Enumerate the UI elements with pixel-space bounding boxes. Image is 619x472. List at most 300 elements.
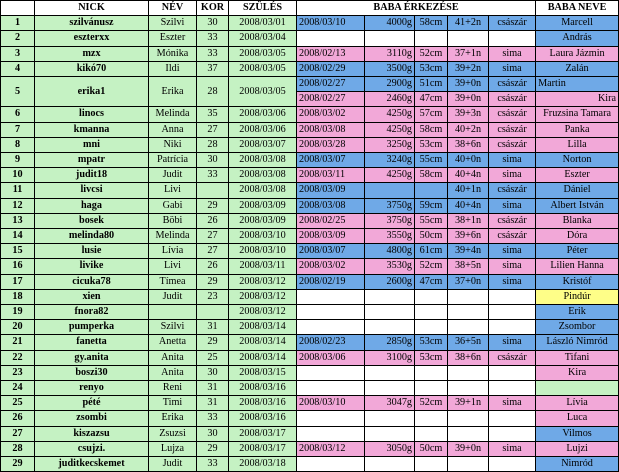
birth-length-cell: 50cm [415,441,448,456]
nick-cell: xien [35,289,149,304]
baby-name-cell: Kristóf [536,274,619,289]
age-cell: 30 [197,16,229,31]
name-cell: Mónika [149,46,197,61]
gestation-cell: 39+0n [448,77,489,92]
table-row [1,46,619,61]
delivery-method-cell [489,411,536,426]
gestation-cell: 39+3n [448,107,489,122]
gestation-cell: 39+0n [448,92,489,107]
row-number-cell: 22 [1,350,35,365]
birth-date-cell [297,31,365,46]
name-cell: Anna [149,122,197,137]
due-date-cell: 2008/03/17 [229,441,297,456]
delivery-method-cell [489,365,536,380]
nick-cell: kmanna [35,122,149,137]
name-cell: Erika [149,77,197,107]
header-baba-neve: BABA NEVE [536,1,619,16]
baby-name-cell: László Nimród [536,335,619,350]
due-date-cell: 2008/03/17 [229,426,297,441]
table-row [1,137,619,152]
nick-cell: livcsi [35,183,149,198]
gestation-cell [448,457,489,472]
row-number-cell: 29 [1,457,35,472]
baby-name-cell: Lilla [536,137,619,152]
name-cell: Livi [149,183,197,198]
table-header [1,1,619,16]
name-cell: Lujza [149,441,197,456]
age-cell: 29 [197,198,229,213]
gestation-cell [448,305,489,320]
birth-weight-cell [365,183,415,198]
baby-name-cell: Luca [536,411,619,426]
birth-date-cell: 2008/03/28 [297,137,365,152]
birth-weight-cell: 4000g [365,16,415,31]
birth-length-cell: 53cm [415,350,448,365]
baby-name-cell: Dániel [536,183,619,198]
due-date-cell: 2008/03/12 [229,274,297,289]
table-row [1,229,619,244]
birth-length-cell: 58cm [415,122,448,137]
row-number-cell: 17 [1,274,35,289]
row-number-cell: 5 [1,77,35,107]
age-cell: 31 [197,396,229,411]
header-nick: NICK [35,1,149,16]
birth-length-cell: 58cm [415,16,448,31]
age-cell: 31 [197,381,229,396]
age-cell: 35 [197,107,229,122]
name-cell: Anita [149,365,197,380]
birth-date-cell: 2008/03/02 [297,259,365,274]
row-number-cell: 27 [1,426,35,441]
birth-length-cell: 53cm [415,335,448,350]
row-number-cell: 9 [1,153,35,168]
due-date-cell: 2008/03/16 [229,396,297,411]
table-row [1,411,619,426]
name-cell: Judit [149,457,197,472]
table-row [1,61,619,76]
birth-length-cell [415,320,448,335]
row-number-cell: 7 [1,122,35,137]
header-baba-erkezese: BABA ÉRKEZÉSE [297,1,536,16]
table-body [1,16,619,472]
gestation-cell: 41+2n [448,16,489,31]
birth-weight-cell [365,365,415,380]
birth-weight-cell: 4250g [365,107,415,122]
birth-date-cell: 2008/02/23 [297,335,365,350]
birth-length-cell: 55cm [415,213,448,228]
gestation-cell [448,381,489,396]
baby-name-cell: Nimród [536,457,619,472]
name-cell: Melinda [149,107,197,122]
birth-date-cell [297,305,365,320]
row-number-cell: 4 [1,61,35,76]
birth-date-cell: 2008/03/09 [297,229,365,244]
birth-weight-cell: 3500g [365,61,415,76]
nick-cell: juditkecskemet [35,457,149,472]
name-cell: Anetta [149,335,197,350]
nick-cell: haga [35,198,149,213]
birth-weight-cell [365,305,415,320]
table-row [1,396,619,411]
table-row [1,168,619,183]
age-cell [197,305,229,320]
birth-weight-cell: 3110g [365,46,415,61]
name-cell: Niki [149,137,197,152]
due-date-cell: 2008/03/15 [229,365,297,380]
gestation-cell [448,365,489,380]
nick-cell: livike [35,259,149,274]
gestation-cell: 38+6n [448,350,489,365]
baby-name-cell: Dóra [536,229,619,244]
row-number-cell: 16 [1,259,35,274]
table-row [1,305,619,320]
delivery-method-cell: császár [489,213,536,228]
name-cell: Eszter [149,31,197,46]
delivery-method-cell: császár [489,16,536,31]
delivery-method-cell: császár [489,107,536,122]
birth-weight-cell: 4250g [365,122,415,137]
baby-name-cell: Pindúr [536,289,619,304]
birth-weight-cell [365,320,415,335]
name-cell [149,305,197,320]
birth-length-cell: 57cm [415,107,448,122]
delivery-method-cell: sima [489,198,536,213]
birth-weight-cell: 3100g [365,350,415,365]
table-row [1,441,619,456]
table-row [1,198,619,213]
table-row [1,153,619,168]
due-date-cell: 2008/03/14 [229,320,297,335]
row-number-cell: 3 [1,46,35,61]
header-nev: NÉV [149,1,197,16]
baby-name-cell: Albert István [536,198,619,213]
birth-length-cell: 59cm [415,198,448,213]
age-cell: 27 [197,229,229,244]
birth-date-cell: 2008/03/10 [297,396,365,411]
name-cell: Zsuzsi [149,426,197,441]
due-date-cell: 2008/03/05 [229,77,297,107]
nick-cell: eszterxx [35,31,149,46]
age-cell: 27 [197,244,229,259]
table-row [1,426,619,441]
row-number-cell: 12 [1,198,35,213]
name-cell: Melinda [149,229,197,244]
row-number-cell: 13 [1,213,35,228]
row-number-cell: 24 [1,381,35,396]
birth-weight-cell [365,426,415,441]
delivery-method-cell: sima [489,441,536,456]
row-number-cell: 11 [1,183,35,198]
birth-date-cell [297,320,365,335]
due-date-cell: 2008/03/05 [229,61,297,76]
gestation-cell [448,31,489,46]
row-number-cell: 19 [1,305,35,320]
delivery-method-cell [489,457,536,472]
table-row [1,244,619,259]
birth-length-cell [415,411,448,426]
nick-cell: fnora82 [35,305,149,320]
gestation-cell [448,289,489,304]
header-szules: SZÜLÉS [229,1,297,16]
name-cell: Patrícia [149,153,197,168]
name-cell: Ildi [149,61,197,76]
baby-name-cell: Marcell [536,16,619,31]
birth-weight-cell: 2600g [365,274,415,289]
birth-length-cell [415,381,448,396]
baby-name-cell: Panka [536,122,619,137]
due-date-cell: 2008/03/10 [229,244,297,259]
due-date-cell: 2008/03/08 [229,183,297,198]
due-date-cell: 2008/03/08 [229,168,297,183]
baby-name-cell: Lilien Hanna [536,259,619,274]
age-cell: 33 [197,31,229,46]
nick-cell: mni [35,137,149,152]
delivery-method-cell: császár [489,77,536,92]
name-cell: Szilvi [149,16,197,31]
nick-cell: mzx [35,46,149,61]
due-date-cell: 2008/03/11 [229,259,297,274]
age-cell: 29 [197,335,229,350]
table-row [1,183,619,198]
name-cell: Timi [149,396,197,411]
age-cell: 25 [197,350,229,365]
baby-name-cell: Fruzsina Tamara [536,107,619,122]
table-row [1,365,619,380]
gestation-cell: 40+4n [448,198,489,213]
table-row [1,457,619,472]
gestation-cell: 39+2n [448,61,489,76]
gestation-cell: 39+1n [448,396,489,411]
age-cell: 33 [197,411,229,426]
nick-cell: bosek [35,213,149,228]
delivery-method-cell [489,31,536,46]
baby-name-cell: Zalán [536,61,619,76]
birth-weight-cell: 3050g [365,441,415,456]
baby-name-cell [536,381,619,396]
birth-date-cell [297,289,365,304]
gestation-cell: 40+1n [448,183,489,198]
gestation-cell: 39+6n [448,229,489,244]
birth-date-cell: 2008/03/11 [297,168,365,183]
row-number-cell: 28 [1,441,35,456]
birth-length-cell: 53cm [415,137,448,152]
gestation-cell: 39+0n [448,441,489,456]
baby-name-cell: Blanka [536,213,619,228]
baby-name-cell: Eszter [536,168,619,183]
birth-date-cell [297,411,365,426]
birth-length-cell: 47cm [415,274,448,289]
gestation-cell: 40+0n [448,153,489,168]
birth-length-cell: 53cm [415,61,448,76]
row-number-cell: 15 [1,244,35,259]
birth-date-cell: 2008/03/09 [297,183,365,198]
baby-name-cell: Laura Jázmin [536,46,619,61]
baby-name-cell: Erik [536,305,619,320]
birth-date-cell: 2008/02/29 [297,61,365,76]
age-cell [197,183,229,198]
name-cell: Erika [149,411,197,426]
header-kor: KOR [197,1,229,16]
birth-weight-cell: 2850g [365,335,415,350]
baby-name-cell: Zsombor [536,320,619,335]
nick-cell: linocs [35,107,149,122]
baby-name-cell: Kira [536,92,619,107]
baby-name-cell: Lívia [536,396,619,411]
gestation-cell [448,320,489,335]
delivery-method-cell: sima [489,335,536,350]
birth-weight-cell [365,31,415,46]
birth-date-cell: 2008/02/13 [297,46,365,61]
table-row [1,31,619,46]
birth-date-cell: 2008/03/07 [297,244,365,259]
delivery-method-cell: sima [489,61,536,76]
table-row [1,213,619,228]
nick-cell: pété [35,396,149,411]
due-date-cell: 2008/03/14 [229,350,297,365]
delivery-method-cell [489,289,536,304]
row-number-cell: 21 [1,335,35,350]
birth-weight-cell [365,289,415,304]
age-cell: 29 [197,441,229,456]
birth-date-cell: 2008/02/19 [297,274,365,289]
row-number-cell: 18 [1,289,35,304]
name-cell: Böbi [149,213,197,228]
due-date-cell: 2008/03/04 [229,31,297,46]
birth-weight-cell: 2900g [365,77,415,92]
row-number-cell: 20 [1,320,35,335]
nick-cell: mpatr [35,153,149,168]
delivery-method-cell [489,426,536,441]
birth-weight-cell: 4800g [365,244,415,259]
baby-name-cell: Kira [536,365,619,380]
due-date-cell: 2008/03/07 [229,137,297,152]
birth-weight-cell: 2460g [365,92,415,107]
due-date-cell: 2008/03/08 [229,153,297,168]
age-cell: 33 [197,457,229,472]
row-number-cell: 1 [1,16,35,31]
birth-date-cell [297,426,365,441]
birth-weight-cell [365,457,415,472]
delivery-method-cell: császár [489,92,536,107]
birth-weight-cell: 3240g [365,153,415,168]
birth-date-cell: 2008/03/08 [297,122,365,137]
age-cell: 28 [197,137,229,152]
nick-cell: lusie [35,244,149,259]
birth-date-cell [297,381,365,396]
birth-length-cell: 52cm [415,46,448,61]
table-row [1,16,619,31]
delivery-method-cell: császár [489,137,536,152]
baby-name-cell: Norton [536,153,619,168]
birth-date-cell: 2008/03/12 [297,441,365,456]
name-cell: Gabi [149,198,197,213]
birth-date-cell: 2008/03/07 [297,153,365,168]
row-number-cell: 14 [1,229,35,244]
age-cell: 33 [197,46,229,61]
delivery-method-cell: sima [489,259,536,274]
birth-weight-cell [365,381,415,396]
nick-cell: kikó70 [35,61,149,76]
table-row [1,350,619,365]
age-cell: 28 [197,77,229,107]
birth-weight-cell: 3550g [365,229,415,244]
delivery-method-cell: császár [489,122,536,137]
table-row [1,381,619,396]
row-number-cell: 6 [1,107,35,122]
nick-cell: erika1 [35,77,149,107]
name-cell: Judit [149,168,197,183]
delivery-method-cell: császár [489,350,536,365]
gestation-cell [448,411,489,426]
age-cell: 31 [197,320,229,335]
birth-length-cell [415,289,448,304]
birth-length-cell: 55cm [415,153,448,168]
age-cell: 23 [197,289,229,304]
nick-cell: pumperka [35,320,149,335]
delivery-method-cell: császár [489,229,536,244]
header-num [1,1,35,16]
table-row [1,289,619,304]
age-cell: 27 [197,122,229,137]
age-cell: 26 [197,259,229,274]
delivery-method-cell: sima [489,244,536,259]
delivery-method-cell: sima [489,168,536,183]
gestation-cell: 39+4n [448,244,489,259]
nick-cell: fanetta [35,335,149,350]
nick-cell: szilvánusz [35,16,149,31]
birth-date-cell: 2008/02/27 [297,77,365,92]
age-cell: 26 [197,213,229,228]
birth-weight-cell: 3250g [365,137,415,152]
name-cell: Szilvi [149,320,197,335]
table-row [1,259,619,274]
table-row [1,274,619,289]
age-cell: 37 [197,61,229,76]
due-date-cell: 2008/03/09 [229,198,297,213]
due-date-cell: 2008/03/16 [229,381,297,396]
birth-length-cell [415,426,448,441]
table-row [1,122,619,137]
birth-length-cell: 51cm [415,77,448,92]
name-cell: Judit [149,289,197,304]
nick-cell: cicuka78 [35,274,149,289]
birth-date-cell [297,365,365,380]
baby-name-cell: Martin [536,77,619,92]
row-number-cell: 25 [1,396,35,411]
birth-weight-cell: 3750g [365,198,415,213]
nick-cell: kiszazsu [35,426,149,441]
nick-cell: csujzi. [35,441,149,456]
birth-date-cell: 2008/03/10 [297,16,365,31]
baby-name-cell: Péter [536,244,619,259]
due-date-cell: 2008/03/14 [229,335,297,350]
baby-name-cell: Vilmos [536,426,619,441]
delivery-method-cell: sima [489,274,536,289]
nick-cell: boszi30 [35,365,149,380]
gestation-cell: 37+1n [448,46,489,61]
birth-weight-cell: 3750g [365,213,415,228]
name-cell: Livi [149,259,197,274]
birth-date-cell [297,457,365,472]
age-cell: 33 [197,168,229,183]
delivery-method-cell: császár [489,183,536,198]
due-date-cell: 2008/03/09 [229,213,297,228]
gestation-cell: 38+6n [448,137,489,152]
due-date-cell: 2008/03/18 [229,457,297,472]
name-cell: Anita [149,350,197,365]
birth-length-cell [415,457,448,472]
birth-date-cell: 2008/03/08 [297,198,365,213]
